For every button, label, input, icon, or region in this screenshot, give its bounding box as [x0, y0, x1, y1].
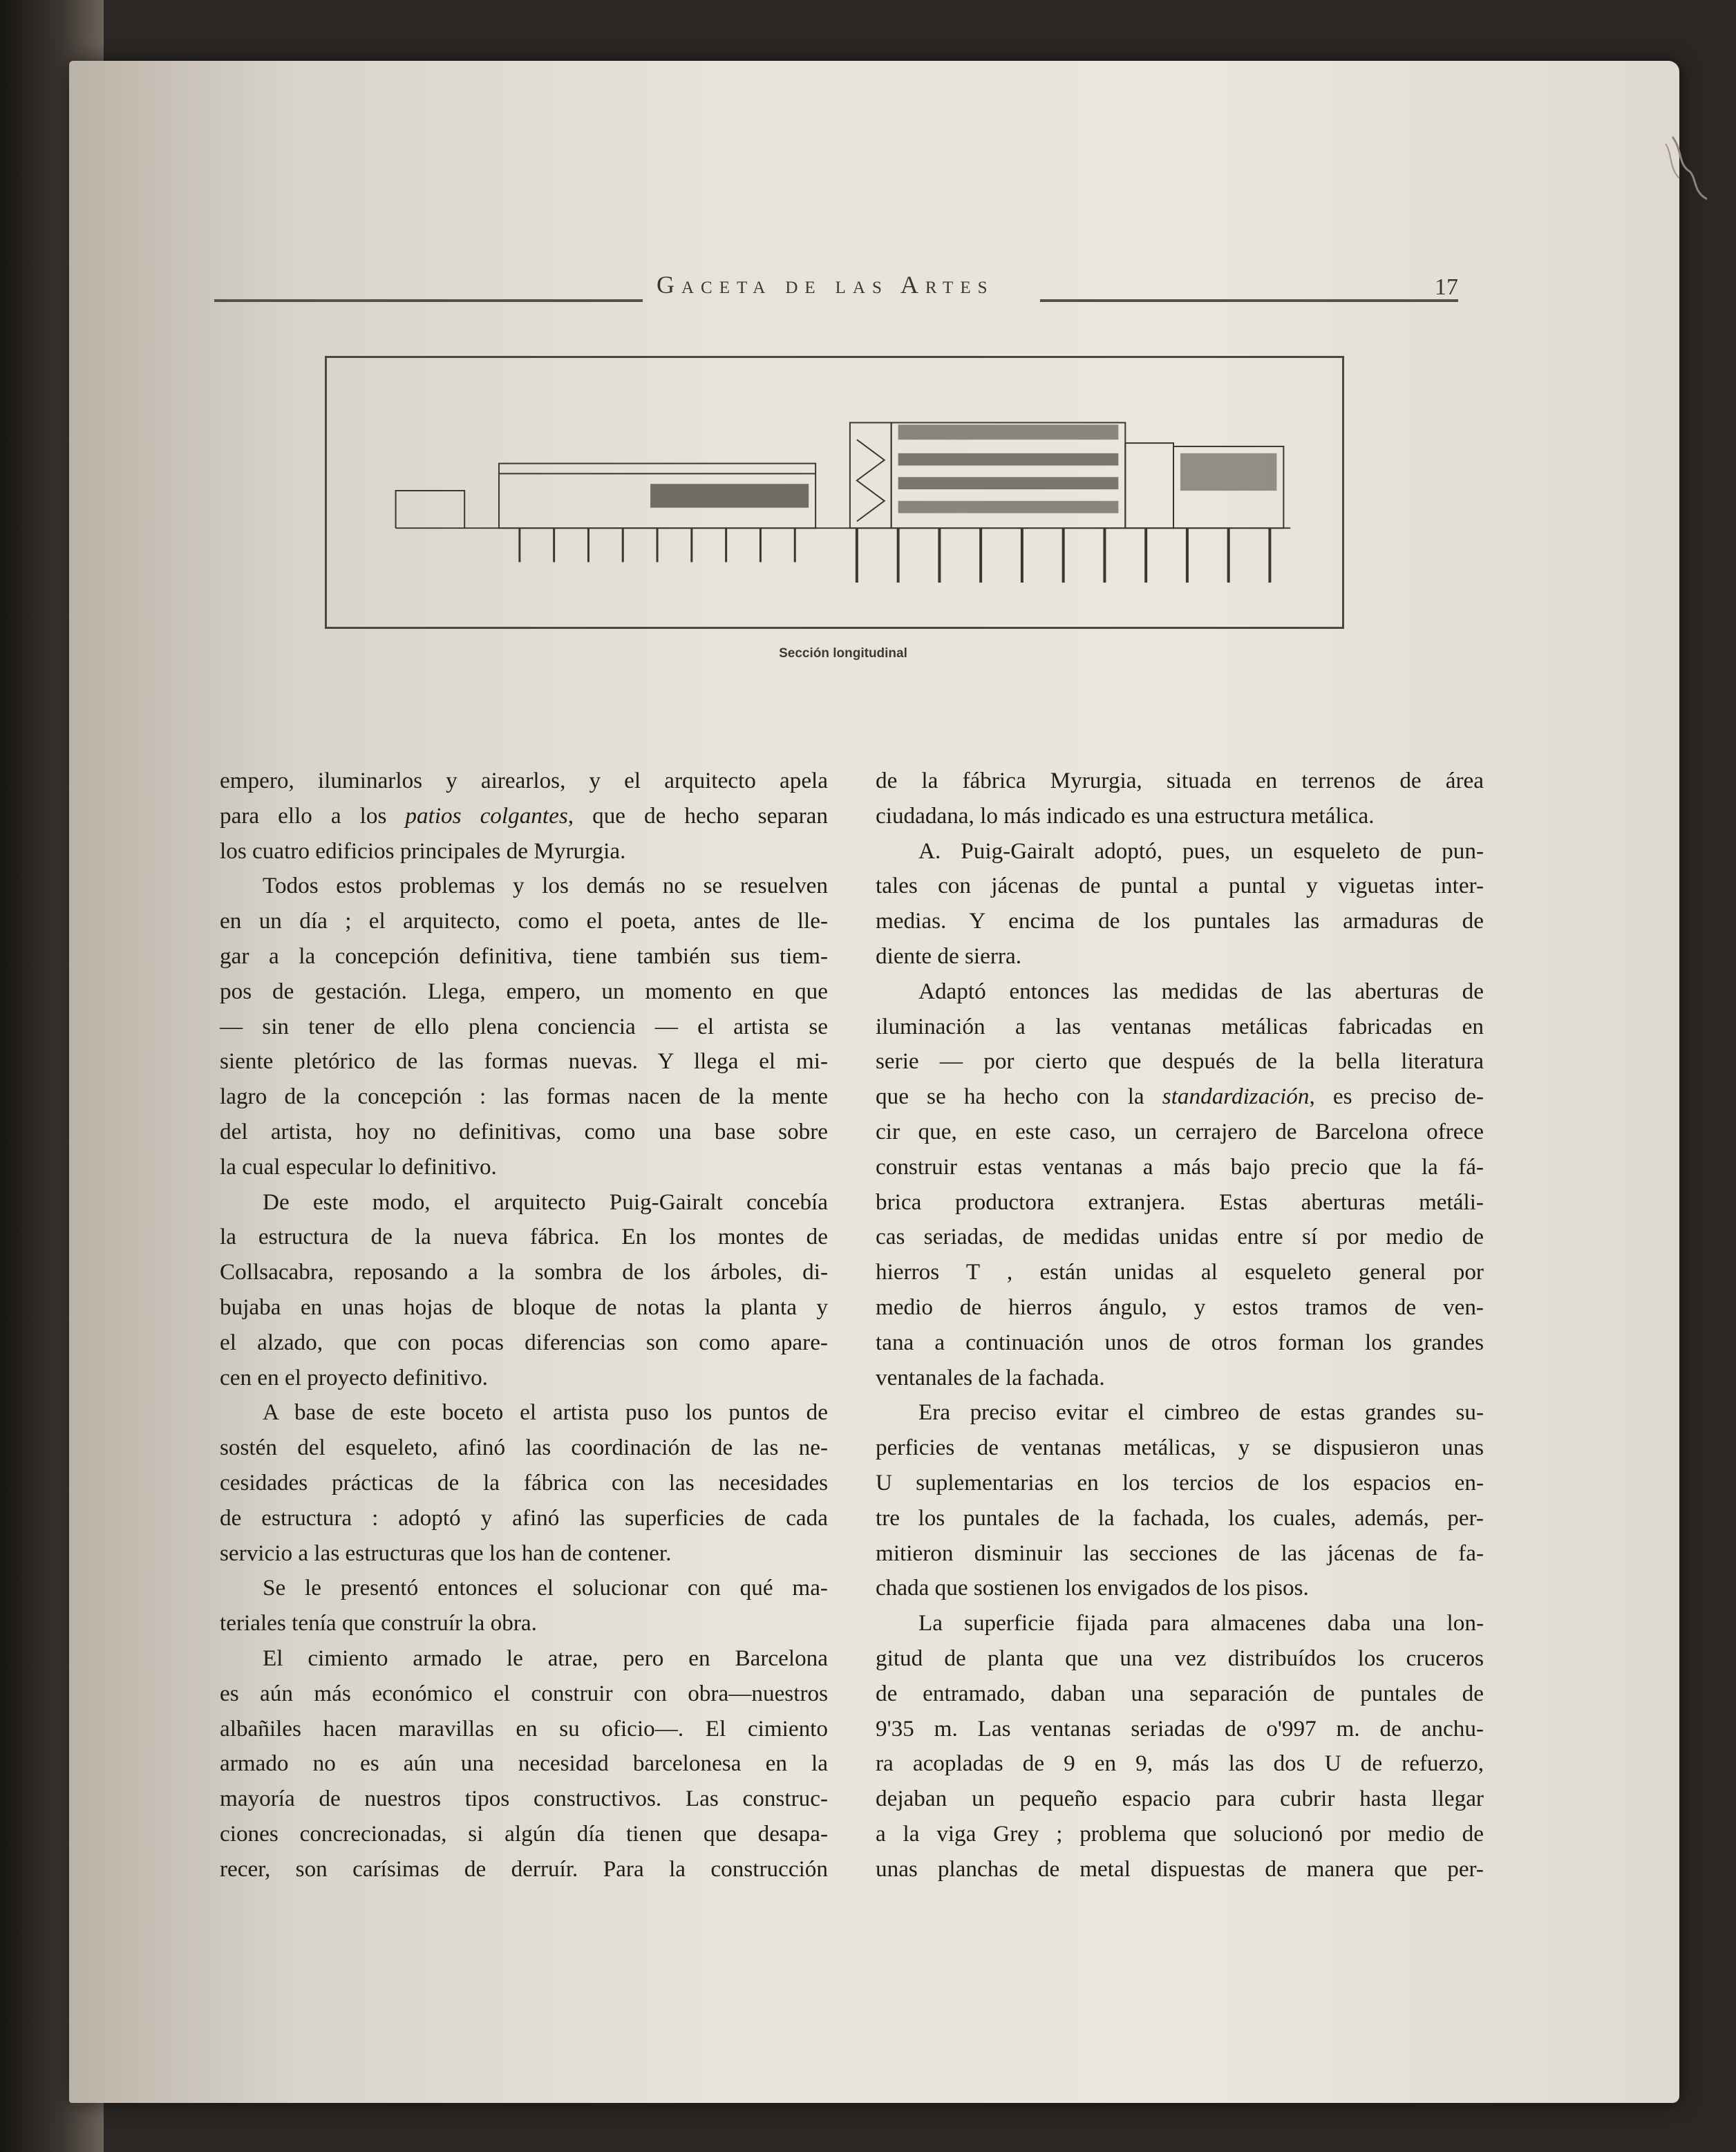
text-line: 9'35 m. Las ventanas seriadas de o'997 m. de anchu-	[876, 1715, 1484, 1742]
text-line: teriales tenía que construír la obra.	[220, 1610, 537, 1636]
text-line: ciones concrecionadas, si algún día tienen que desapa-	[220, 1820, 828, 1847]
text-line: de estructura : adoptó y afinó las superficies de cada	[220, 1504, 828, 1531]
text-line: tre los puntales de la fachada, los cuales, además, per-	[876, 1504, 1484, 1531]
text-line: armado no es aún una necesidad barcelonesa en la	[220, 1750, 828, 1777]
text-line: Se le presentó entonces el solucionar con qué ma-	[263, 1575, 828, 1601]
running-header	[214, 266, 1458, 308]
text-line: los cuatro edificios principales de Myrurgia.	[220, 838, 626, 864]
text-line: el alzado, que con pocas diferencias son como apare-	[220, 1329, 828, 1355]
text-line: A base de este boceto el artista puso los puntos de	[263, 1399, 828, 1426]
text-line: cir que, en este caso, un cerrajero de Barcelona ofrece	[876, 1118, 1484, 1144]
text-line: diente de sierra.	[876, 943, 1022, 969]
figure-caption: Sección longitudinal	[779, 646, 907, 661]
text-line: pos de gestación. Llega, empero, un momento en que	[220, 978, 828, 1004]
text-line: construir estas ventanas a más bajo precio que la fá-	[876, 1153, 1484, 1180]
text-line: cen en el proyecto definitivo.	[220, 1364, 488, 1390]
torn-corner-decoration	[1645, 130, 1736, 227]
header-rule-right	[1040, 299, 1458, 302]
text-line: unas planchas de metal dispuestas de manera que per-	[876, 1856, 1484, 1882]
publication-title: Gaceta de las Artes	[657, 271, 994, 299]
text-line: medio de hierros ángulo, y estos tramos de ven-	[876, 1294, 1484, 1320]
text-line: dejaban un pequeño espacio para cubrir hasta llegar	[876, 1786, 1484, 1812]
text-line: en un día ; el arquitecto, como el poeta, antes de lle-	[220, 908, 828, 934]
text-line: empero, iluminarlos y airearlos, y el arquitecto apela	[220, 768, 828, 793]
text-line: gar a la concepción definitiva, tiene también sus tiem-	[220, 943, 828, 969]
text-line: A. Puig-Gairalt adoptó, pues, un esqueleto de pun-	[918, 838, 1484, 864]
text-line: de entramado, daban una separación de puntales de	[876, 1680, 1484, 1706]
text-line: recer, son carísimas de derruír. Para la construcción	[220, 1856, 828, 1882]
text-line: que se ha hecho con la standardización, es preciso de-	[876, 1084, 1484, 1110]
text-line: sostén del esqueleto, afinó las coordinación de las ne-	[220, 1435, 828, 1461]
header-rule-left	[214, 299, 643, 302]
text-line: chada que sostienen los envigados de los pisos.	[876, 1575, 1309, 1601]
architectural-drawing	[325, 356, 1344, 629]
text-line: es aún más económico el construir con obra—nuestros	[220, 1680, 828, 1706]
text-line: U suplementarias en los tercios de los espacios en-	[876, 1469, 1484, 1495]
text-line: de la fábrica Myrurgia, situada en terrenos de área	[876, 768, 1484, 793]
text-line: la estructura de la nueva fábrica. En los montes de	[220, 1224, 828, 1250]
text-line: la cual especular lo definitivo.	[220, 1153, 497, 1180]
text-line: ra acopladas de 9 en 9, más las dos U de refuerzo,	[876, 1750, 1484, 1777]
text-line: perficies de ventanas metálicas, y se dispusieron unas	[876, 1435, 1484, 1461]
text-line: tales con jácenas de puntal a puntal y viguetas inter-	[876, 873, 1484, 899]
text-line: del artista, hoy no definitivas, como una base sobre	[220, 1118, 828, 1144]
text-line: mitieron disminuir las secciones de las jácenas de fa-	[876, 1540, 1484, 1566]
text-line: para ello a los patios colgantes, que de hecho separan	[220, 802, 828, 829]
text-line: brica productora extranjera. Estas aberturas metáli-	[876, 1189, 1484, 1215]
text-line: siente pletórico de las formas nuevas. Y llega el mi-	[220, 1048, 828, 1075]
text-line: ventanales de la fachada.	[876, 1364, 1105, 1390]
text-line: cesidades prácticas de la fábrica con las necesidades	[220, 1469, 828, 1495]
text-line: Todos estos problemas y los demás no se resuelven	[263, 873, 828, 899]
text-line: gitud de planta que una vez distribuídos los cruceros	[876, 1645, 1484, 1671]
text-column-right	[876, 764, 1484, 1887]
text-line: El cimiento armado le atrae, pero en Barcelona	[263, 1645, 828, 1671]
text-line: hierros T , están unidas al esqueleto general por	[876, 1259, 1484, 1285]
text-line: iluminación a las ventanas metálicas fabricadas en	[876, 1013, 1484, 1039]
page-number: 17	[1435, 274, 1458, 300]
text-column-left	[220, 764, 828, 1887]
text-line: tana a continuación unos de otros forman los grandes	[876, 1329, 1484, 1355]
text-line: serie — por cierto que después de la bella literatura	[876, 1048, 1484, 1075]
text-line: medias. Y encima de los puntales las armaduras de	[876, 908, 1484, 934]
text-line: albañiles hacen maravillas en su oficio—. El cimiento	[220, 1715, 828, 1742]
longitudinal-section-illustration	[327, 358, 1342, 627]
text-line: — sin tener de ello plena conciencia — el artista se	[220, 1013, 828, 1039]
text-line: servicio a las estructuras que los han de contener.	[220, 1540, 672, 1566]
text-line: ciudadana, lo más indicado es una estructura metálica.	[876, 802, 1375, 829]
text-line: Era preciso evitar el cimbreo de estas grandes su-	[918, 1399, 1484, 1426]
text-line: a la viga Grey ; problema que solucionó por medio de	[876, 1820, 1484, 1847]
text-line: bujaba en unas hojas de bloque de notas la planta y	[220, 1294, 828, 1320]
text-line: La superficie fijada para almacenes daba una lon-	[918, 1610, 1484, 1636]
text-line: Adaptó entonces las medidas de las aberturas de	[918, 978, 1484, 1004]
text-line: mayoría de nuestros tipos constructivos. Las construc-	[220, 1786, 828, 1812]
text-line: lagro de la concepción : las formas nacen de la mente	[220, 1084, 828, 1110]
text-line: Collsacabra, reposando a la sombra de los árboles, di-	[220, 1259, 828, 1285]
text-line: cas seriadas, de medidas unidas entre sí por medio de	[876, 1224, 1484, 1250]
text-line: De este modo, el arquitecto Puig-Gairalt concebía	[263, 1189, 828, 1215]
